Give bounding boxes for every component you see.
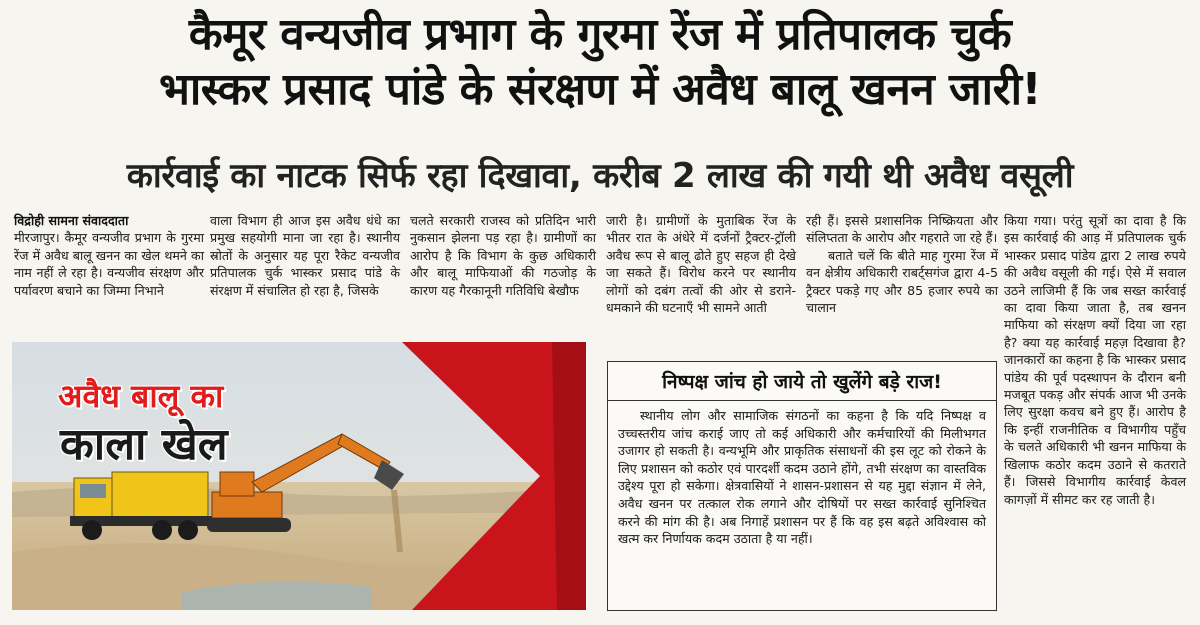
article-text-col5a: रही हैं। इससे प्रशासनिक निष्क्रियता और संलिप्तता के आरोप और गहराते जा रहे हैं।	[806, 213, 998, 246]
article-column-4	[606, 212, 796, 316]
box-body: स्थानीय लोग और सामाजिक संगठनों का कहना है कि यदि निष्पक्ष व उच्चस्तरीय जांच कराई जाए तो कई अधिकारी और कर्मचारियों की मिलीभगत उजागर हो सकती है। वन्यभूमि और प्राकृतिक संसाधनों की इस लूट को रोकने के लिए प्रशासन को कठोर एवं पारदर्शी कदम उठाने होंगे, तभी संरक्षण का वास्तविक उद्देश्य पूरा हो सकेगा। क्षेत्रवासियों ने शासन-प्रशासन से यह मुद्दा संज्ञान में लेने, अवैध खनन पर तत्काल रोक लगाने और दोषियों पर सख्त कार्रवाई सुनिश्चित करने की मांग की है। अब निगाहें प्रशासन पर हैं कि वह इस बढ़ते अविश्वास को खत्म कर निर्णायक कदम उठाता है या नहीं।	[618, 408, 986, 547]
article-text-col4: जारी है। ग्रामीणों के मुताबिक रेंज के भीतर रात के अंधेरे में दर्जनों ट्रैक्टर-ट्रॉली अवैध रूप से बालू ढोते हुए सहज ही देखे जा सकते हैं। विरोध करने पर स्थानीय लोगों को दबंग तत्वों की ओर से डराने-धमकाने की घटनाएँ भी सामने आती	[606, 213, 796, 316]
article-text-col2: वाला विभाग ही आज इस अवैध धंधे का प्रमुख सहयोगी माना जा रहा है। स्थानीय स्रोतों के अनुसार यह पूरा रैकेट वन्यजीव प्रतिपालक चुर्क भास्कर प्रसाद पांडे के संरक्षण में संचालित हो रहा है, जिसके	[210, 213, 400, 298]
article-column-5	[806, 212, 998, 316]
article-column-1	[14, 212, 204, 299]
article-text-col3: चलते सरकारी राजस्व को प्रतिदिन भारी नुकसान झेलना पड़ रहा है। ग्रामीणों का आरोप है कि विभाग के कुछ अधिकारी और बालू माफियाओं की गठजोड़ के कारण यह गैरकानूनी गतिविधि बेखौफ	[410, 213, 596, 298]
article-column-6	[1004, 212, 1186, 508]
subheadline: कार्रवाई का नाटक सिर्फ रहा दिखावा, करीब 2 लाख की गयी थी अवैध वसूली	[126, 156, 1074, 196]
photo-title-line-1: अवैध बालू का	[58, 377, 224, 415]
article-text-col5b: बताते चलें कि बीते माह गुरमा रेंज में वन क्षेत्रीय अधिकारी राबर्ट्सगंज द्वारा 4-5 ट्रैक्टर पकड़े गए और 85 हजार रुपये का चालान	[806, 247, 998, 316]
article-column-2	[210, 212, 400, 299]
article-text-col6: किया गया। परंतु सूत्रों का दावा है कि इस कार्रवाई की आड़ में प्रतिपालक चुर्क भास्कर प्रसाद पांडेय द्वारा 2 लाख रुपये की अवैध वसूली की गई। ऐसे में सवाल उठने लाजिमी हैं कि जब सख्त कार्रवाई का दावा किया जाता है, तब खनन माफिया को संरक्षण क्यों दिया जा रहा है? क्या यह कार्रवाई महज़ दिखावा है? जानकारों का कहना है कि भास्कर प्रसाद पांडेय की पूर्व पदस्थापन के दौरान बनी मजबूत पकड़ और संपर्क आज भी उनके लिए सुरक्षा कवच बने हुए हैं। आरोप है कि इन्हीं राजनीतिक व विभागीय पहुँच के चलते अधिकारी भी खनन माफिया के खिलाफ कठोर कदम उठाने से कतराते हैं। जिससे विभागीय कार्रवाई केवल कागज़ों में सीमट कर रह जाती है।	[1004, 213, 1186, 507]
article-column-3	[410, 212, 596, 299]
photo-title-line-2: काला खेल	[60, 419, 228, 470]
box-title: निष्पक्ष जांच हो जाये तो खुलेंगे बड़े राज!	[608, 362, 996, 401]
article-text-col1: मीरजापुर। कैमूर वन्यजीव प्रभाग के गुरमा रेंज में अवैध बालू खनन का खेल थमने का नाम नहीं ले रहा है। वन्यजीव संरक्षण और पर्यावरण बचाने का जिम्मा निभाने	[14, 230, 204, 298]
headline	[0, 8, 1200, 118]
sidebar-box	[607, 361, 997, 611]
byline: विद्रोही सामना संवाददाता	[14, 213, 129, 228]
headline-line-2: भास्कर प्रसाद पांडे के संरक्षण में अवैध बालू खनन जारी!	[158, 64, 1042, 115]
headline-line-1: कैमूर वन्यजीव प्रभाग के गुरमा रेंज में प्रतिपालक चुर्क	[188, 9, 1012, 60]
news-photo	[12, 342, 586, 610]
